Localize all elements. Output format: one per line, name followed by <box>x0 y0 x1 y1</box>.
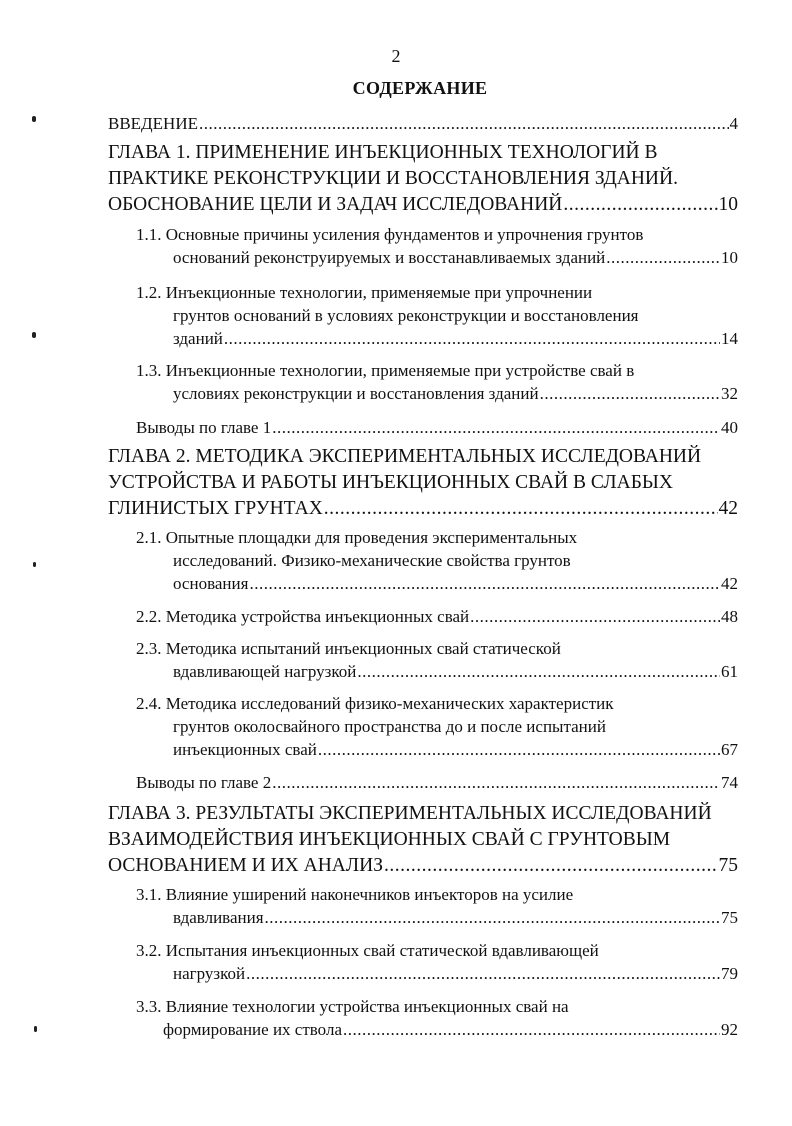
page-ref: 74 <box>721 773 738 792</box>
toc-entry-chapter-1[interactable]: ГЛАВА 1. ПРИМЕНЕНИЕ ИНЪЕКЦИОННЫХ ТЕХНОЛОГИЙ В ПРАКТИКЕ РЕКОНСТРУКЦИИ И ВОССТАНОВЛЕНИЯ ЗДАНИЙ. ОБОСНОВАНИЕ ЦЕЛИ И ЗАДАЧ ИССЛЕДОВАНИЙ ..... 10 <box>108 140 738 218</box>
page-ref: 4 <box>729 114 738 133</box>
page-ref: 79 <box>721 964 738 983</box>
page-ref: 42 <box>721 574 738 593</box>
toc-entry-conclusions-1[interactable]: Выводы по главе 1 ..... 40 <box>136 416 738 439</box>
toc-entry-section-1-1[interactable]: 1.1. Основные причины усиления фундаментов и упрочнения грунтов оснований реконструируемых и восстанавливаемых зданий ..... 10 <box>136 223 738 269</box>
toc-entry-section-2-4[interactable]: 2.4. Методика исследований физико-механических характеристик грунтов околосвайного пространства до и после испытаний инъекционных свай ..... 67 <box>136 692 738 761</box>
toc-entry-section-3-2[interactable]: 3.2. Испытания инъекционных свай статической вдавливающей нагрузкой ..... 79 <box>136 939 738 985</box>
page-ref: 61 <box>721 662 738 681</box>
toc-entry-conclusions-2[interactable]: Выводы по главе 2 ..... 74 <box>136 771 738 794</box>
scan-mark <box>34 1026 37 1032</box>
page-number: 2 <box>391 46 401 66</box>
toc-entry-section-2-1[interactable]: 2.1. Опытные площадки для проведения экспериментальных исследований. Физико-механические свойства грунтов основания ..... 42 <box>136 526 738 595</box>
scan-mark <box>32 332 36 338</box>
scan-mark <box>33 562 36 567</box>
page-ref: 40 <box>721 418 738 437</box>
page-ref: 14 <box>721 329 738 348</box>
page-ref: 75 <box>718 855 738 876</box>
toc-entry-section-3-3[interactable]: 3.3. Влияние технологии устройства инъекционных свай на формирование их ствола ..... 92 <box>136 995 738 1041</box>
page-ref: 92 <box>721 1020 738 1039</box>
page-ref: 10 <box>718 194 738 215</box>
toc-entry-chapter-3[interactable]: ГЛАВА 3. РЕЗУЛЬТАТЫ ЭКСПЕРИМЕНТАЛЬНЫХ ИССЛЕДОВАНИЙ ВЗАИМОДЕЙСТВИЯ ИНЪЕКЦИОННЫХ СВАЙ С ГРУНТОВЫМ ОСНОВАНИЕМ И ИХ АНАЛИЗ ..... 75 <box>108 801 738 879</box>
page-ref: 75 <box>721 908 738 927</box>
page-ref: 67 <box>721 740 738 759</box>
toc-entry-section-1-2[interactable]: 1.2. Инъекционные технологии, применяемые при упрочнении грунтов оснований в условиях реконструкции и восстановления зданий ..... 14 <box>136 281 738 350</box>
toc-entry-section-2-2[interactable]: 2.2. Методика устройства инъекционных свай ..... 48 <box>136 605 738 628</box>
toc-entry-section-3-1[interactable]: 3.1. Влияние уширений наконечников инъекторов на усилие вдавливания ..... 75 <box>136 883 738 929</box>
toc-entry-chapter-2[interactable]: ГЛАВА 2. МЕТОДИКА ЭКСПЕРИМЕНТАЛЬНЫХ ИССЛЕДОВАНИЙ УСТРОЙСТВА И РАБОТЫ ИНЪЕКЦИОННЫХ СВАЙ В СЛАБЫХ ГЛИНИСТЫХ ГРУНТАХ ..... 42 <box>108 444 738 522</box>
page-title: СОДЕРЖАНИЕ <box>352 78 488 98</box>
page-ref: 48 <box>721 607 738 626</box>
toc-entry-section-2-3[interactable]: 2.3. Методика испытаний инъекционных свай статической вдавливающей нагрузкой ..... 61 <box>136 637 738 683</box>
page-ref: 10 <box>721 248 738 267</box>
page-ref: 32 <box>721 384 738 403</box>
toc-entry-introduction[interactable]: ВВЕДЕНИЕ ..... 4 <box>108 112 738 135</box>
scan-mark <box>32 116 36 122</box>
toc-entry-section-1-3[interactable]: 1.3. Инъекционные технологии, применяемые при устройстве свай в условиях реконструкции и восстановления зданий ..... 32 <box>136 359 738 405</box>
page-ref: 42 <box>718 498 738 519</box>
